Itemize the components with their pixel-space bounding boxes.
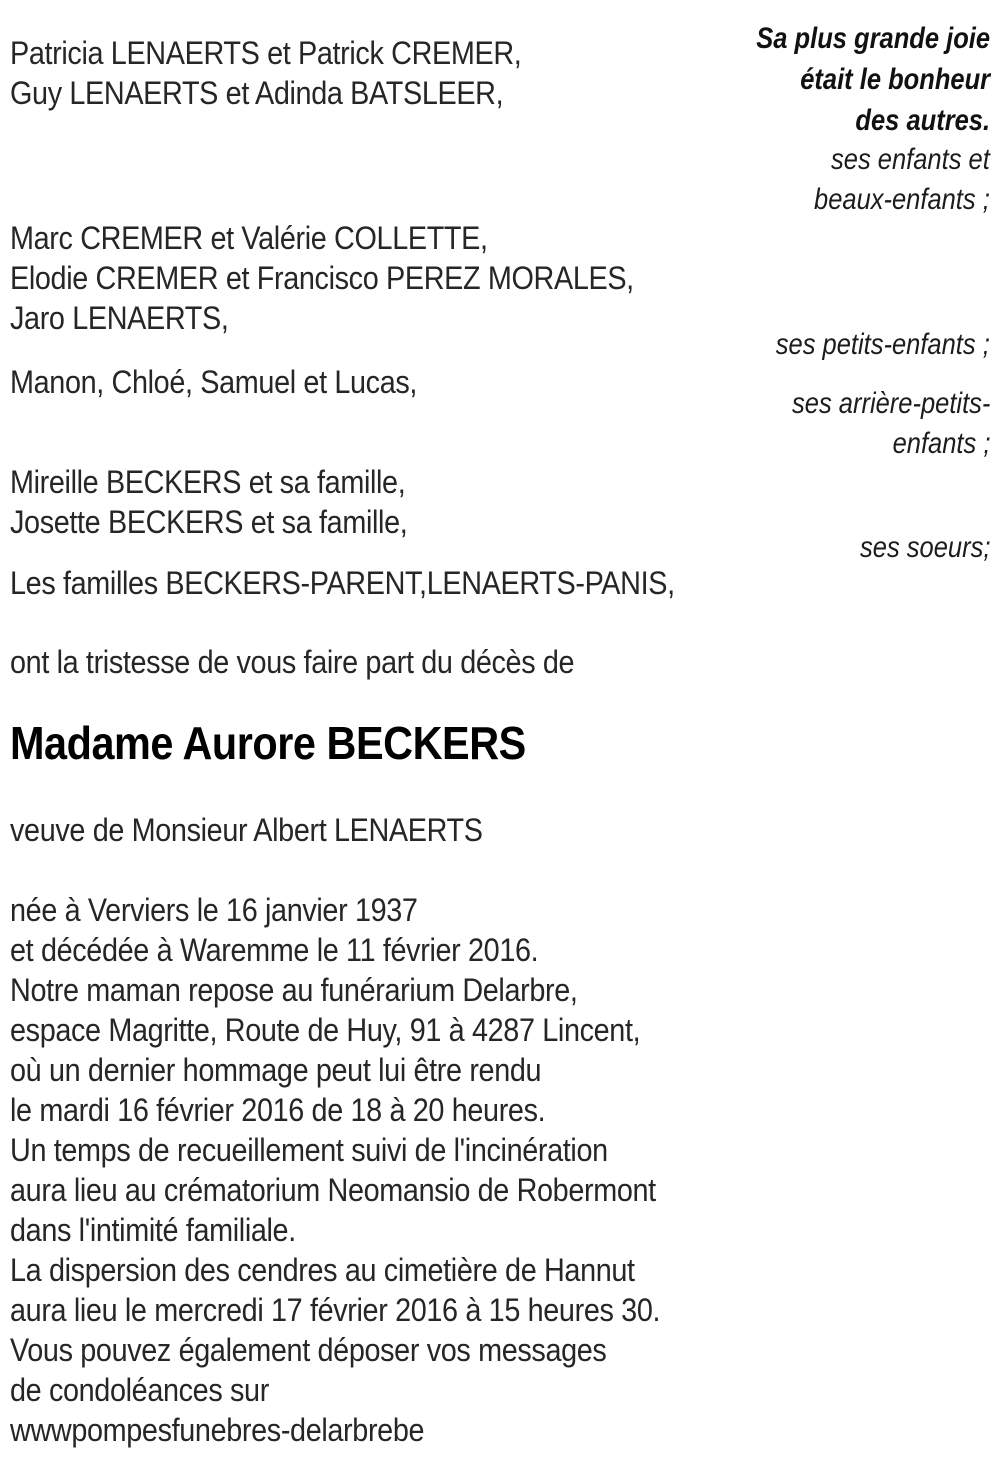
mourner-name: Patricia LENAERTS et Patrick CREMER, <box>10 35 522 71</box>
epitaph-quote <box>756 18 990 141</box>
role-label-line: enfants ; <box>892 427 990 460</box>
announcement-intro: ont la tristesse de vous faire part du décès de <box>10 644 575 680</box>
role-label-line: ses petits-enfants ; <box>775 328 990 361</box>
mourner-name: Marc CREMER et Valérie COLLETTE, <box>10 220 488 256</box>
detail-line: où un dernier hommage peut lui être rendu <box>10 1052 542 1088</box>
mourner-name: Josette BECKERS et sa famille, <box>10 504 408 540</box>
mourner-name: Les familles BECKERS-PARENT,LENAERTS-PANIS, <box>10 565 675 601</box>
detail-line: Notre maman repose au funérarium Delarbre, <box>10 972 578 1008</box>
detail-line: Vous pouvez également déposer vos messages <box>10 1332 607 1368</box>
role-label-line: beaux-enfants ; <box>814 183 990 216</box>
mourners-families <box>10 563 675 603</box>
detail-line: le mardi 16 février 2016 de 18 à 20 heures. <box>10 1092 546 1128</box>
role-label-children <box>814 140 990 220</box>
role-label-sisters <box>860 528 990 568</box>
detail-line: aura lieu le mercredi 17 février 2016 à 15 heures 30. <box>10 1292 661 1328</box>
epitaph-line: des autres. <box>855 104 990 137</box>
mourner-name: Guy LENAERTS et Adinda BATSLEER, <box>10 75 504 111</box>
ceremony-details <box>10 890 660 1450</box>
role-label-line: ses enfants et <box>831 143 990 176</box>
role-label-line: ses soeurs; <box>859 531 990 564</box>
deceased-name-heading: Madame Aurore BECKERS <box>10 717 526 769</box>
mourner-name: Manon, Chloé, Samuel et Lucas, <box>10 364 418 400</box>
detail-line: et décédée à Waremme le 11 février 2016. <box>10 932 539 968</box>
website-text: wwwpompesfunebres-delarbrebe <box>10 1412 425 1448</box>
mourners-great-grandchildren <box>10 362 417 402</box>
detail-line: espace Magritte, Route de Huy, 91 à 4287 Lincent, <box>10 1012 641 1048</box>
mourners-grandchildren <box>10 218 634 338</box>
epitaph-line: était le bonheur <box>800 63 990 96</box>
detail-line: de condoléances sur <box>10 1372 269 1408</box>
detail-line: La dispersion des cendres au cimetière de Hannut <box>10 1252 635 1288</box>
widow-of-line: veuve de Monsieur Albert LENAERTS <box>10 812 483 848</box>
detail-line: dans l'intimité familiale. <box>10 1212 296 1248</box>
detail-line: née à Verviers le 16 janvier 1937 <box>10 892 418 928</box>
role-label-grandchildren <box>776 325 990 365</box>
mourners-children <box>10 33 521 113</box>
detail-line: aura lieu au crématorium Neomansio de Robermont <box>10 1172 656 1208</box>
mourner-name: Mireille BECKERS et sa famille, <box>10 464 406 500</box>
mourner-name: Jaro LENAERTS, <box>10 300 229 336</box>
role-label-line: ses arrière-petits- <box>791 387 990 420</box>
detail-line: Un temps de recueillement suivi de l'incinération <box>10 1132 608 1168</box>
mourners-sisters <box>10 462 407 542</box>
epitaph-line: Sa plus grande joie <box>756 22 990 55</box>
mourner-name: Elodie CREMER et Francisco PEREZ MORALES, <box>10 260 634 296</box>
role-label-great-grandchildren <box>792 384 990 464</box>
